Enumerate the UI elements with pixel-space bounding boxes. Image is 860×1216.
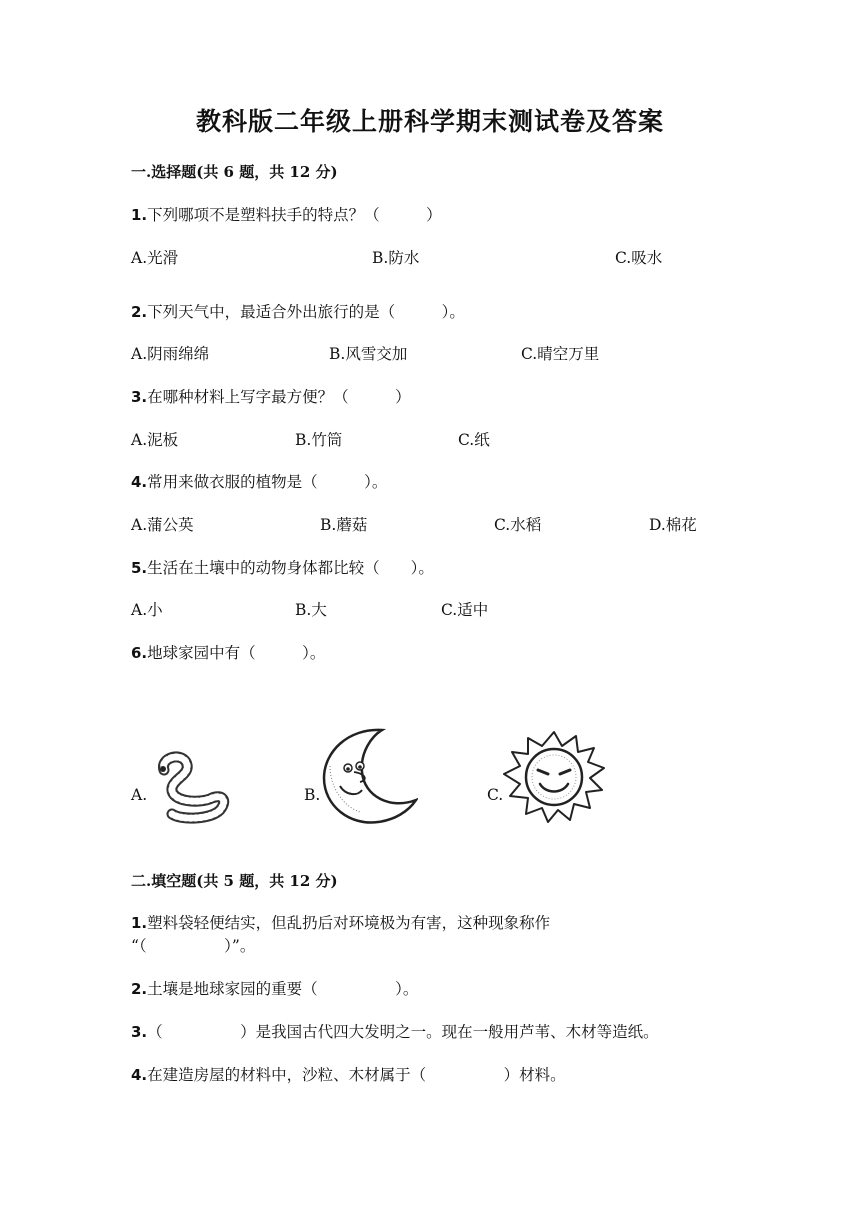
question-text: 下列天气中，最适合外出旅行的是（ ）。 (147, 303, 465, 321)
question-4 (131, 470, 387, 492)
earthworm-icon (150, 748, 232, 824)
question-text: 地球家园中有（ ）。 (147, 644, 326, 662)
fill-question-4 (131, 1063, 566, 1085)
question-text: 下列哪项不是塑料扶手的特点？（ ） (147, 206, 442, 224)
fill-question-3 (131, 1020, 659, 1042)
q1-option-c[interactable]: C.吸水 (615, 249, 663, 267)
question-number: 3. (131, 388, 148, 406)
q3-option-b[interactable]: B.竹筒 (295, 431, 343, 449)
question-text: 生活在土壤中的动物身体都比较（ ）。 (147, 559, 434, 577)
q5-option-b[interactable]: B.大 (295, 601, 327, 619)
question-text: 常用来做衣服的植物是（ ）。 (147, 473, 388, 491)
question-number: 1. (131, 914, 148, 932)
q4-option-b[interactable]: B.蘑菇 (320, 516, 368, 534)
question-text: 土壤是地球家园的重要（ ）。 (147, 980, 419, 998)
q5-option-a[interactable]: A.小 (131, 601, 163, 619)
section-heading-fill: 二.填空题(共 5 题，共 12 分) (131, 872, 338, 890)
question-text: （ ）是我国古代四大发明之一。现在一般用芦苇、木材等造纸。 (147, 1023, 659, 1041)
fill-question-2 (131, 977, 418, 999)
q3-option-a[interactable]: A.泥板 (131, 431, 179, 449)
question-3 (131, 385, 411, 407)
fill-question-1-line2: “（ ）”。 (131, 937, 256, 955)
q1-option-b[interactable]: B.防水 (372, 249, 420, 267)
question-number: 4. (131, 473, 148, 491)
q2-option-c[interactable]: C.晴空万里 (521, 345, 600, 363)
q6-option-a[interactable]: A. (131, 786, 148, 804)
q3-option-c[interactable]: C.纸 (458, 431, 490, 449)
question-2 (131, 300, 465, 322)
question-number: 5. (131, 559, 148, 577)
q6-option-b[interactable]: B. (304, 786, 321, 804)
q2-option-a[interactable]: A.阴雨绵绵 (131, 345, 210, 363)
question-text: 在哪种材料上写字最方便？（ ） (147, 388, 411, 406)
question-number: 6. (131, 644, 148, 662)
q4-option-c[interactable]: C.水稻 (494, 516, 542, 534)
q1-option-a[interactable]: A.光滑 (131, 249, 179, 267)
q6-option-c[interactable]: C. (487, 786, 504, 804)
question-number: 2. (131, 303, 148, 321)
q2-option-b[interactable]: B.风雪交加 (329, 345, 408, 363)
section-heading-choice: 一.选择题(共 6 题，共 12 分) (131, 163, 338, 181)
question-number: 2. (131, 980, 148, 998)
sun-icon (502, 730, 606, 824)
question-6 (131, 641, 325, 663)
fill-question-1 (131, 911, 550, 933)
question-text: 在建造房屋的材料中，沙粒、木材属于（ ）材料。 (147, 1066, 566, 1084)
question-number: 1. (131, 206, 148, 224)
question-1 (131, 203, 442, 225)
question-5 (131, 556, 434, 578)
q5-option-c[interactable]: C.适中 (441, 601, 489, 619)
q4-option-a[interactable]: A.蒲公英 (131, 516, 194, 534)
question-number: 3. (131, 1023, 148, 1041)
question-text: 塑料袋轻便结实，但乱扔后对环境极为有害，这种现象称作 (147, 914, 551, 932)
page-title: 教科版二年级上册科学期末测试卷及答案 (195, 107, 664, 136)
moon-icon (320, 726, 418, 826)
question-number: 4. (131, 1066, 148, 1084)
q4-option-d[interactable]: D.棉花 (649, 516, 697, 534)
